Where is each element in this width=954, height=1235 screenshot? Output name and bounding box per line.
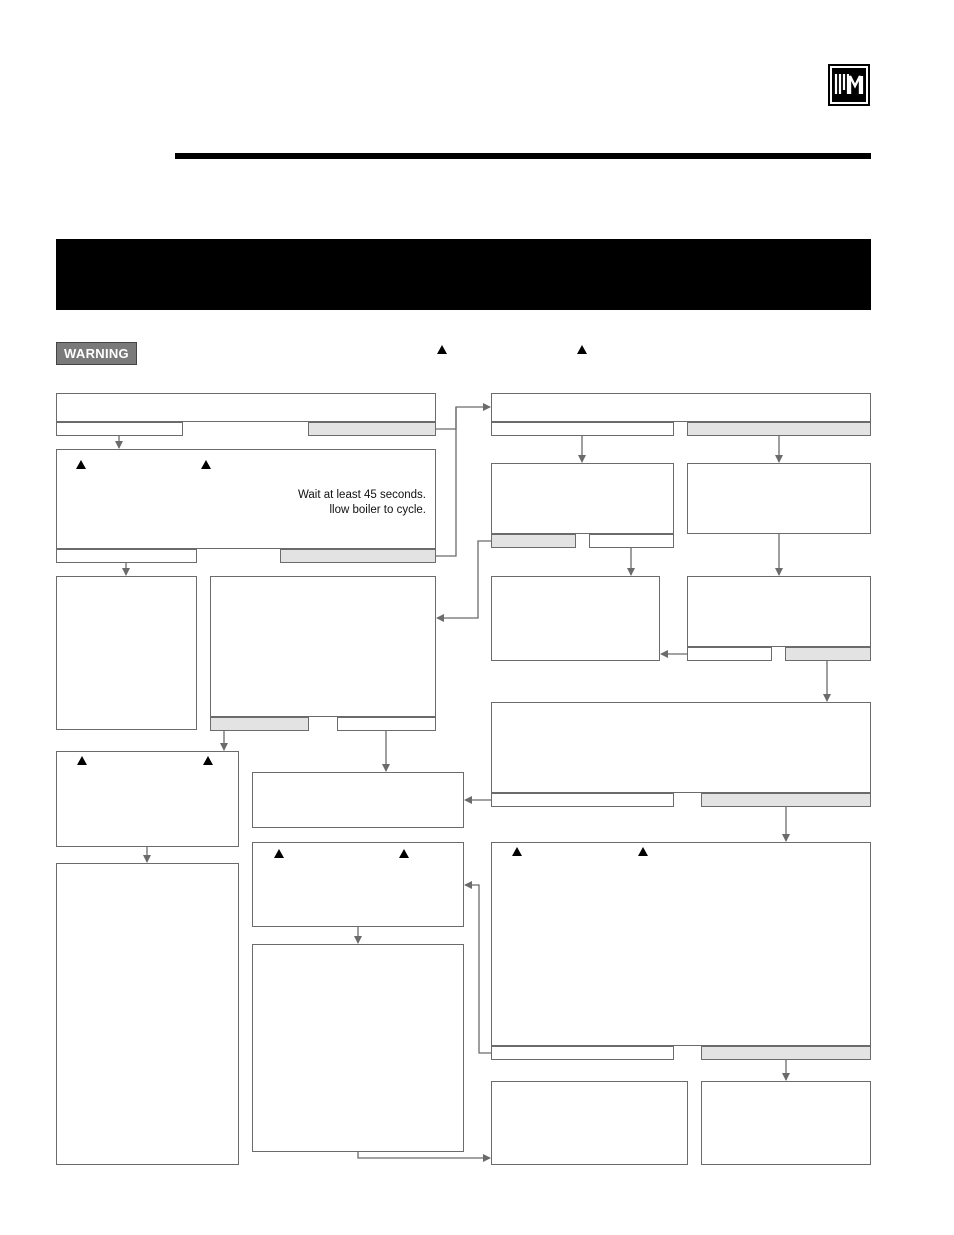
arrow-connector [437, 541, 491, 618]
warning-label: WARNING [64, 346, 129, 361]
wait-line: Wait at least 45 seconds. [297, 489, 426, 501]
arrow-connector [358, 1152, 490, 1158]
arrow-connector [465, 885, 491, 1053]
cycle-line: llow boiler to cycle. [329, 504, 426, 516]
arrow-connector [436, 407, 490, 429]
